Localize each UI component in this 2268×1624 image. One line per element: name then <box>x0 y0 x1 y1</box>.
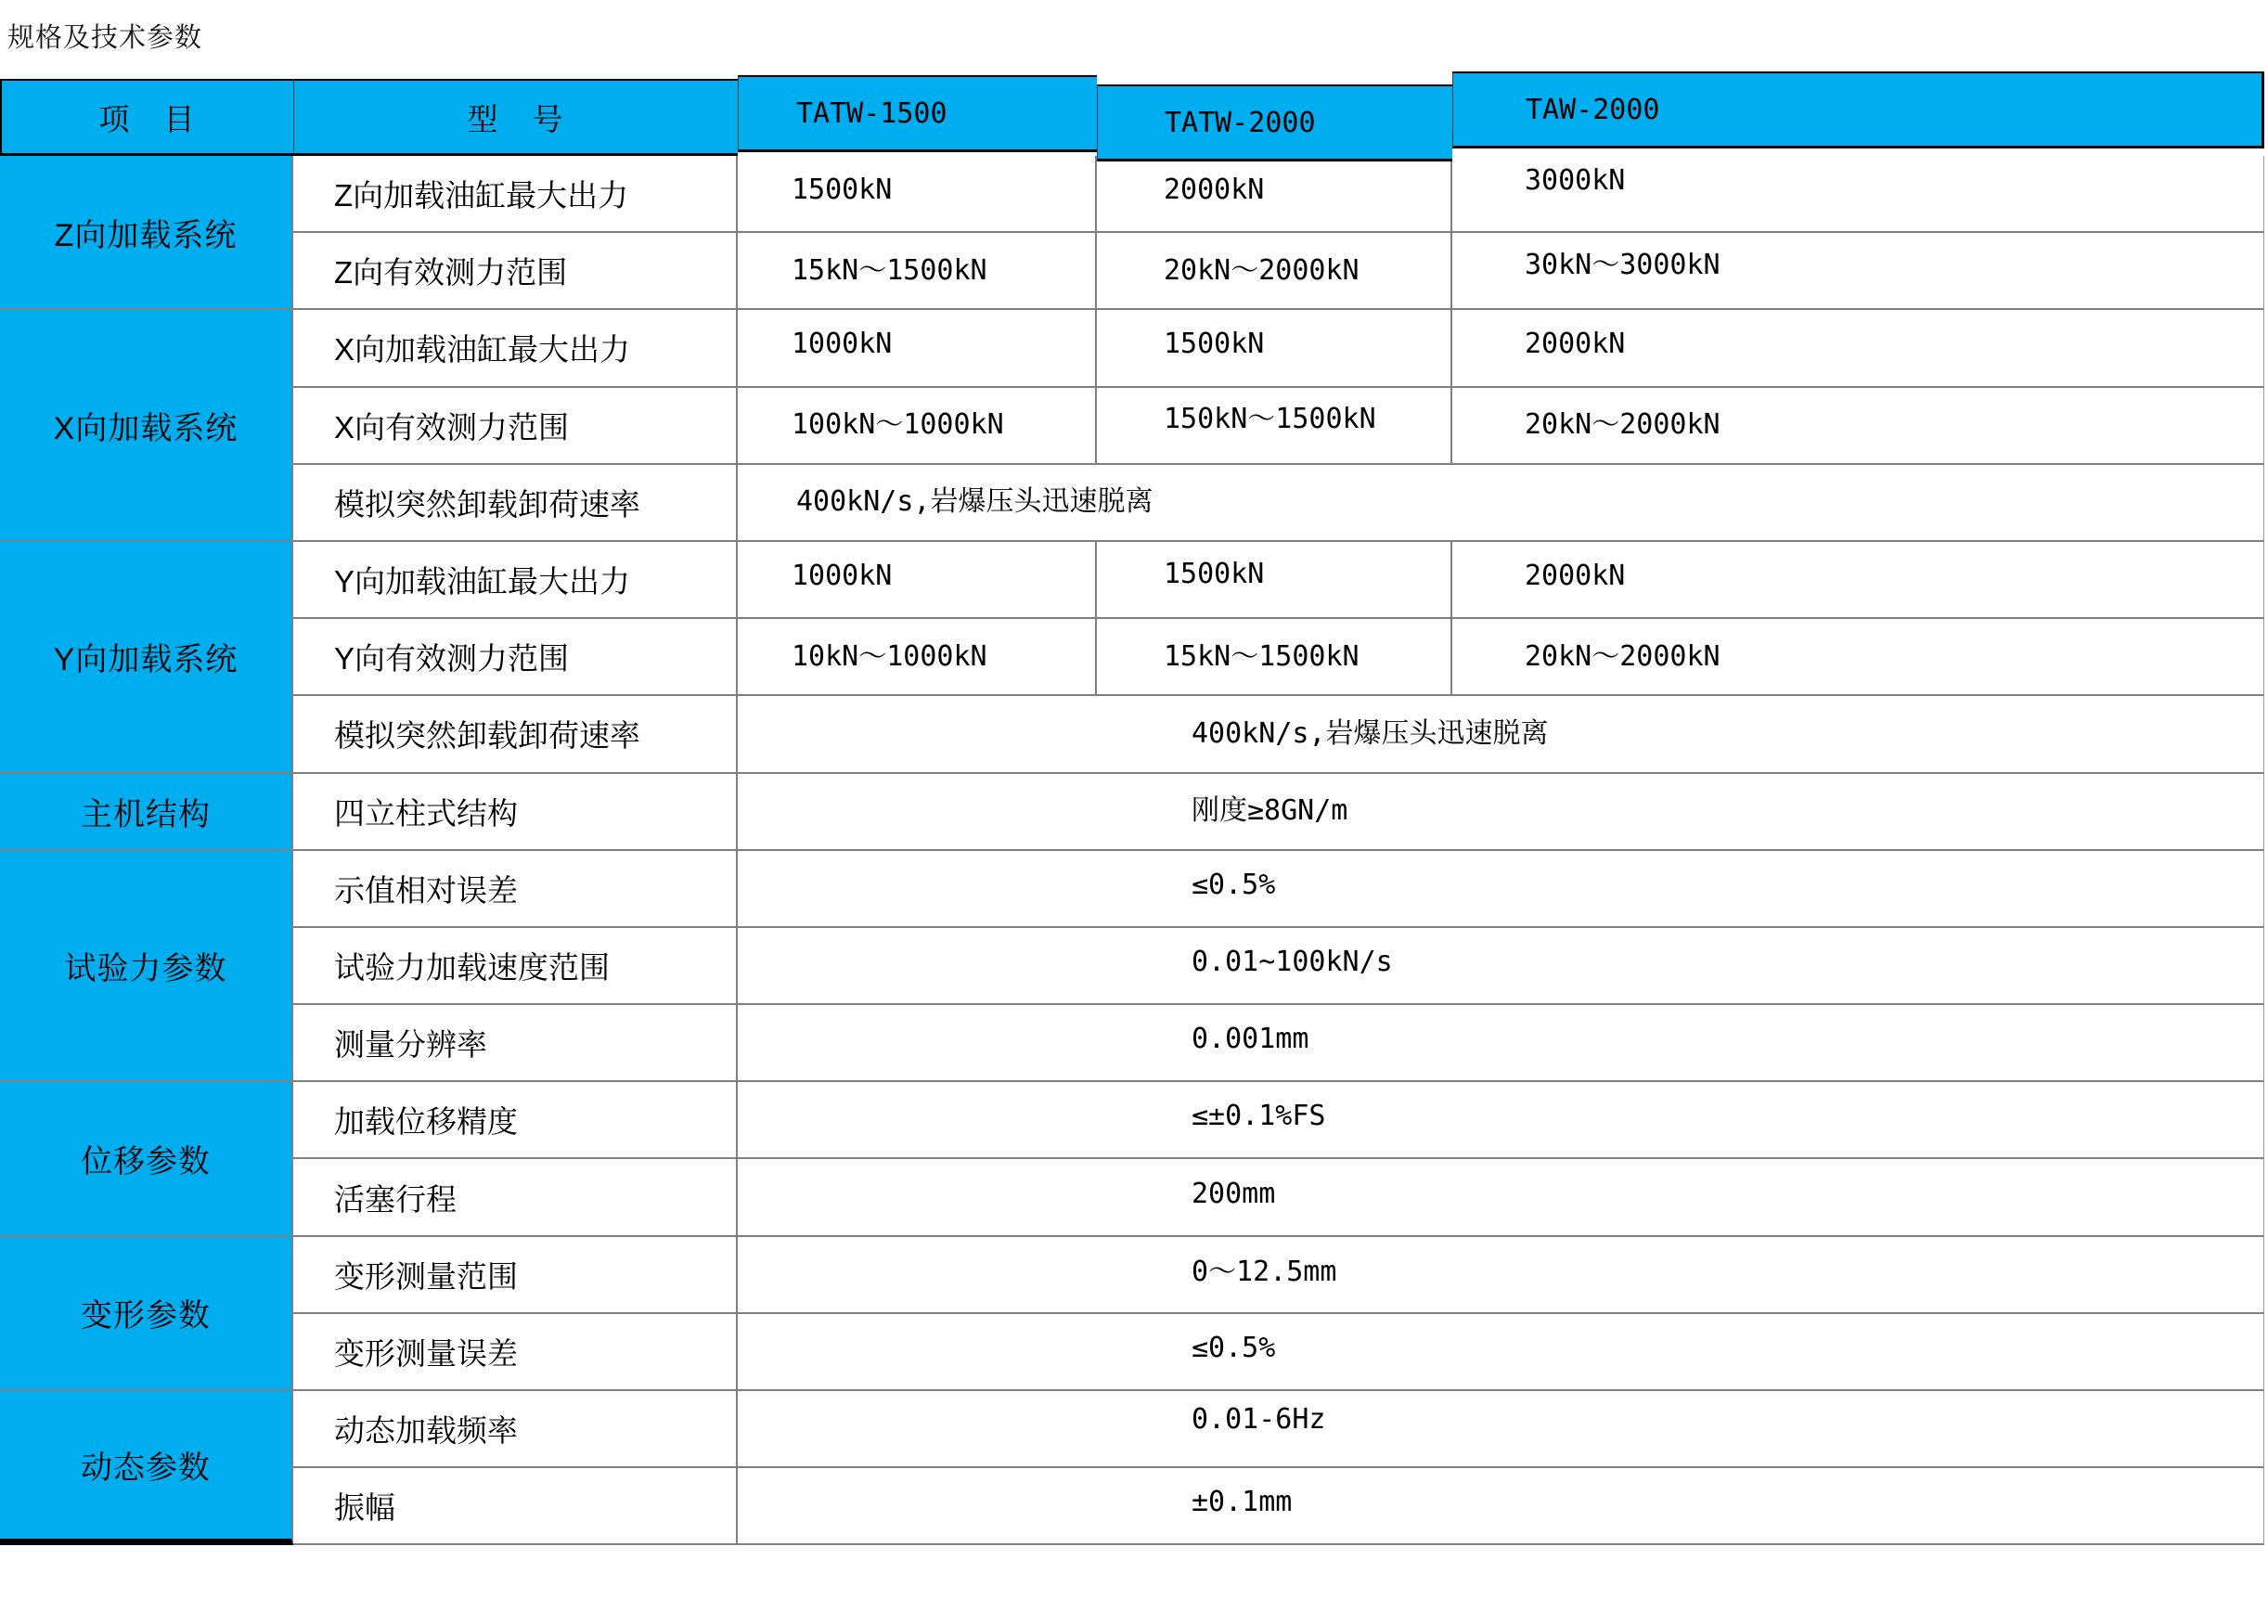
value-cell: 2000kN <box>1452 542 2264 619</box>
value-cell-span: 0.001mm <box>738 1005 2264 1082</box>
item-cell: 加载位移精度 <box>293 1082 738 1159</box>
value-cell: 1000kN <box>738 542 1097 619</box>
value-cell-span: 刚度≥8GN/m <box>738 774 2264 851</box>
group-cell-z-loading-system: Z向加载系统 <box>0 156 293 310</box>
value-cell: 1500kN <box>738 156 1097 233</box>
group-cell-deformation-params: 变形参数 <box>0 1237 293 1391</box>
value-cell-span: 400kN/s,岩爆压头迅速脱离 <box>738 696 2264 773</box>
group-cell-dynamic-params: 动态参数 <box>0 1391 293 1545</box>
value-cell: 20kN～2000kN <box>1452 388 2264 465</box>
item-cell: 变形测量误差 <box>293 1314 738 1391</box>
group-cell-test-force-params: 试验力参数 <box>0 851 293 1083</box>
value-cell: 15kN～1500kN <box>1097 619 1452 696</box>
value-cell-span: ±0.1mm <box>738 1468 2264 1545</box>
spec-table <box>0 79 2264 1545</box>
group-cell-main-structure: 主机结构 <box>0 774 293 851</box>
item-cell: 测量分辨率 <box>293 1005 738 1082</box>
header-cell-tatw-2000: TATW-2000 <box>1097 84 1452 161</box>
header-cell-tatw-1500: TATW-1500 <box>738 75 1097 152</box>
item-cell: 四立柱式结构 <box>293 774 738 851</box>
group-cell-y-loading-system: Y向加载系统 <box>0 542 293 774</box>
item-cell: X向有效测力范围 <box>293 388 738 465</box>
value-cell: 1500kN <box>1097 542 1452 619</box>
item-cell: 模拟突然卸载卸荷速率 <box>293 465 738 542</box>
item-cell: 变形测量范围 <box>293 1237 738 1314</box>
item-cell: 试验力加载速度范围 <box>293 928 738 1005</box>
value-cell-span: ≤0.5% <box>738 851 2264 928</box>
value-cell: 2000kN <box>1452 310 2264 387</box>
value-cell: 15kN～1500kN <box>738 233 1097 310</box>
value-cell-span: 200mm <box>738 1159 2264 1236</box>
value-cell-span: 400kN/s,岩爆压头迅速脱离 <box>738 465 2264 542</box>
value-cell: 20kN～2000kN <box>1452 619 2264 696</box>
value-cell: 1500kN <box>1097 310 1452 387</box>
header-cell-item: 项 目 <box>0 79 293 156</box>
value-cell: 3000kN <box>1452 156 2264 233</box>
item-cell: 模拟突然卸载卸荷速率 <box>293 696 738 773</box>
value-cell-span: ≤±0.1%FS <box>738 1082 2264 1159</box>
item-cell: Y向有效测力范围 <box>293 619 738 696</box>
header-cell-taw-2000: TAW-2000 <box>1452 71 2264 148</box>
item-cell: Z向加载油缸最大出力 <box>293 156 738 233</box>
group-cell-x-loading-system: X向加载系统 <box>0 310 293 542</box>
value-cell-span: 0～12.5mm <box>738 1237 2264 1314</box>
value-cell-span: 0.01-6Hz <box>738 1391 2264 1468</box>
item-cell: Z向有效测力范围 <box>293 233 738 310</box>
header-cell-model: 型 号 <box>293 79 738 156</box>
item-cell: X向加载油缸最大出力 <box>293 310 738 387</box>
value-cell: 1000kN <box>738 310 1097 387</box>
item-cell: 示值相对误差 <box>293 851 738 928</box>
group-cell-displacement-params: 位移参数 <box>0 1082 293 1236</box>
value-cell-span: 0.01~100kN/s <box>738 928 2264 1005</box>
page-title: 规格及技术参数 <box>7 21 203 53</box>
item-cell: 活塞行程 <box>293 1159 738 1236</box>
item-cell: Y向加载油缸最大出力 <box>293 542 738 619</box>
value-cell: 30kN～3000kN <box>1452 233 2264 310</box>
value-cell-span: ≤0.5% <box>738 1314 2264 1391</box>
item-cell: 动态加载频率 <box>293 1391 738 1468</box>
value-cell: 2000kN <box>1097 156 1452 233</box>
value-cell: 20kN～2000kN <box>1097 233 1452 310</box>
item-cell: 振幅 <box>293 1468 738 1545</box>
value-cell: 10kN～1000kN <box>738 619 1097 696</box>
value-cell: 150kN～1500kN <box>1097 388 1452 465</box>
value-cell: 100kN～1000kN <box>738 388 1097 465</box>
